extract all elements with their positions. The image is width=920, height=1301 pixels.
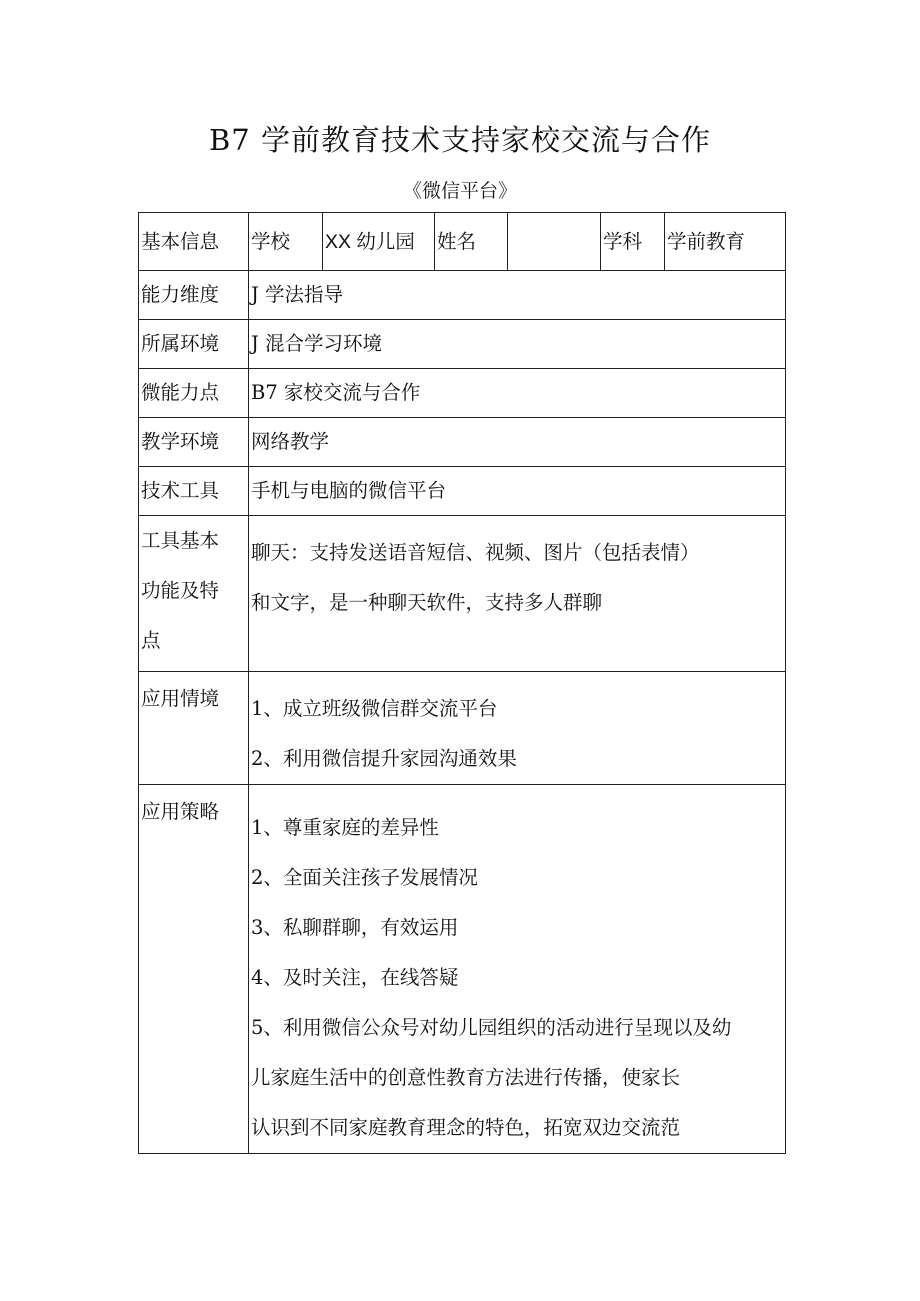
strategy-value	[249, 785, 786, 1154]
basic-info-label: 基本信息	[139, 213, 249, 271]
strategy-line: 2、全面关注孩子发展情况	[251, 866, 478, 889]
ability-label: 能力维度	[139, 271, 249, 320]
row-micro-ability	[139, 369, 786, 418]
row-teaching-env	[139, 418, 786, 467]
teaching-env-label: 教学环境	[139, 418, 249, 467]
scenario-value	[249, 672, 786, 785]
scenario-line: 2、利用微信提升家园沟通效果	[251, 747, 517, 770]
row-ability	[139, 271, 786, 320]
row-strategy	[139, 785, 786, 1154]
info-table	[138, 212, 786, 1154]
row-tool-features	[139, 516, 786, 672]
strategy-line: 5、利用微信公众号对幼儿园组织的活动进行呈现以及幼	[251, 1016, 732, 1039]
strategy-line: 认识到不同家庭教育理念的特色，拓宽双边交流范	[251, 1116, 681, 1139]
tool-features-line: 和文字，是一种聊天软件，支持多人群聊	[251, 591, 603, 614]
tool-features-label-line: 点	[141, 629, 161, 652]
teaching-env-value: 网络教学	[249, 418, 786, 467]
micro-ability-label: 微能力点	[139, 369, 249, 418]
strategy-line: 4、及时关注，在线答疑	[251, 966, 459, 989]
row-tech-tool	[139, 467, 786, 516]
tool-features-line: 聊天：支持发送语音短信、视频、图片（包括表情）	[251, 541, 700, 564]
tool-features-label-line: 功能及特	[141, 579, 220, 602]
strategy-line: 1、尊重家庭的差异性	[251, 816, 439, 839]
strategy-line: 儿家庭生活中的创意性教育方法进行传播，使家长	[251, 1066, 681, 1089]
subject-label: 学科	[601, 213, 665, 271]
scenario-line: 1、成立班级微信群交流平台	[251, 697, 498, 720]
environment-value: J 混合学习环境	[249, 320, 786, 369]
name-label: 姓名	[435, 213, 508, 271]
environment-label: 所属环境	[139, 320, 249, 369]
tool-features-value	[249, 516, 786, 672]
tool-features-label-line: 工具基本	[141, 529, 220, 552]
row-scenario	[139, 672, 786, 785]
school-label: 学校	[249, 213, 323, 271]
strategy-label: 应用策略	[139, 785, 249, 1154]
micro-ability-value: B7 家校交流与合作	[249, 369, 786, 418]
scenario-label: 应用情境	[139, 672, 249, 785]
tool-features-label	[139, 516, 249, 672]
school-value: XX 幼儿园	[323, 213, 435, 271]
document-title: B7 学前教育技术支持家校交流与合作	[209, 123, 711, 157]
strategy-line: 3、私聊群聊，有效运用	[251, 916, 459, 939]
subject-value: 学前教育	[665, 213, 786, 271]
tech-tool-label: 技术工具	[139, 467, 249, 516]
tech-tool-value: 手机与电脑的微信平台	[249, 467, 786, 516]
name-value	[508, 213, 601, 271]
row-basic-info	[139, 213, 786, 271]
ability-value: J 学法指导	[249, 271, 786, 320]
document-subtitle: 《微信平台》	[402, 180, 517, 202]
row-environment	[139, 320, 786, 369]
